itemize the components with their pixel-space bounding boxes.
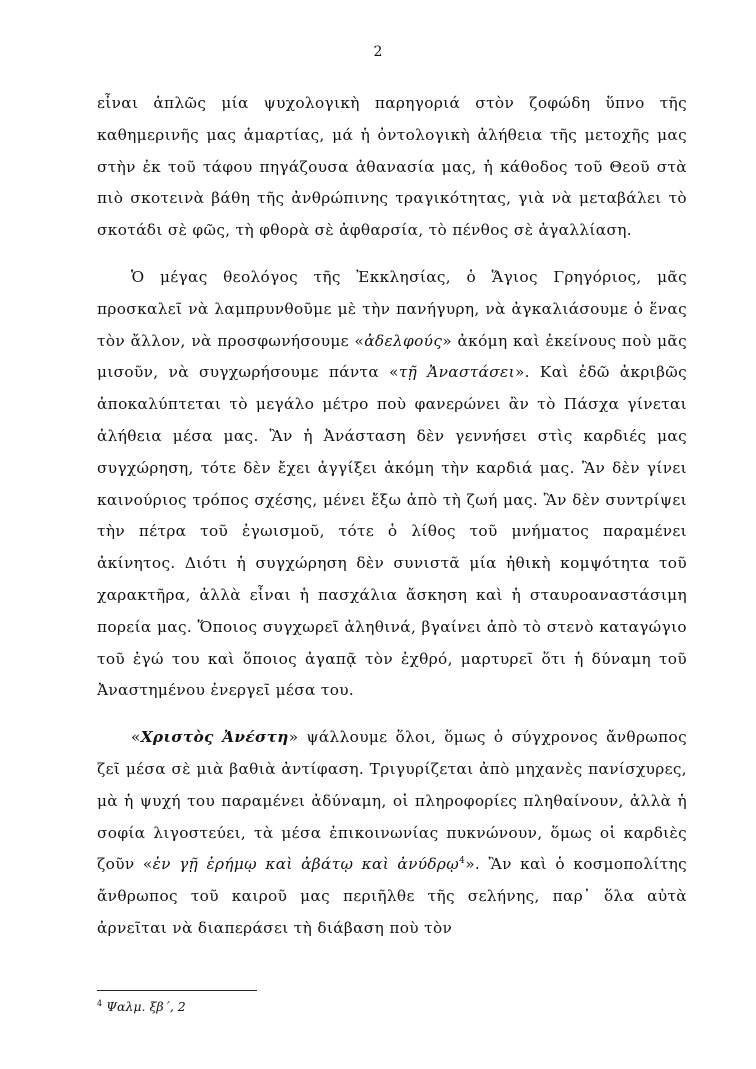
quote-anastasei: τῇ Ἀναστάσει	[398, 363, 515, 382]
page-number: 2	[373, 44, 383, 60]
paragraph-1: εἶναι ἁπλῶς μία ψυχολογικὴ παρηγοριά στὸν ζοφώδη ὕπνο τῆς καθημερινῆς μας ἁμαρτίας, μά ἡ ὀντολογικὴ ἀλήθεια τῆς μετοχῆς μας στὴν ἐκ τοῦ τάφου πηγάζουσα ἀθανασία μας, ἡ κάθοδος τοῦ Θεοῦ στὰ πιὸ σκοτεινὰ βάθη τῆς ἀνθρώπινης τραγικότητας, γιὰ νὰ μεταβάλει τὸ σκοτάδι σὲ φῶς, τὴ φθορὰ σὲ ἀφθαρσία, τὸ πένθος σὲ ἀγαλλίαση.	[97, 94, 687, 240]
paragraph-3-open-quote: «	[131, 728, 141, 747]
footnote-text: Ψαλμ. ξβ΄, 2	[106, 999, 186, 1014]
body-text	[97, 88, 687, 960]
paragraph-2-part-2: » ἀκόμη καὶ ἐκείνους ποὺ μᾶς μισοῦν, νὰ συγχωρήσουμε πάντα «	[97, 331, 687, 382]
paragraph-2	[97, 262, 687, 707]
paragraph-2-part-1: Ὁ μέγας θεολόγος τῆς Ἐκκλησίας, ὁ Ἅγιος Γρηγόριος, μᾶς προσκαλεῖ νὰ λαμπρυνθοῦμε μὲ τὴν πανήγυρη, νὰ ἀγκαλιάσουμε ὁ ἕνας τὸν ἄλλον, νὰ προσφωνήσουμε «	[97, 267, 687, 350]
footnote-separator	[97, 990, 257, 991]
quote-psalm: ἐν γῇ ἐρήμῳ καὶ ἀβάτῳ καὶ ἀνύδρῳ	[152, 855, 460, 874]
footnote-number: 4	[97, 998, 103, 1008]
quote-adelfous: ἀδελφούς	[364, 331, 443, 350]
paragraph-3-part-1: » ψάλλουμε ὅλοι, ὅμως ὁ σύγχρονος ἄνθρωπος ζεῖ μέσα σὲ μιὰ βαθιὰ ἀντίφαση. Τριγυρίζεται ἀπὸ μηχανὲς πανίσχυρες, μὰ ἡ ψυχή του παραμένει ἀδύναμη, οἱ πληροφορίες πληθαίνουν, ἀλλὰ ἡ σοφία λιγοστεύει, τὰ μέσα ἐπικοινωνίας πυκνώνουν, ὅμως οἱ καρδιὲς ζοῦν «	[97, 728, 688, 874]
footnote	[97, 999, 687, 1015]
quote-christos-anesti: Χριστὸς Ἀνέστη	[140, 728, 289, 747]
footnote-reference[interactable]: 4	[459, 856, 466, 867]
paragraph-3	[97, 722, 687, 945]
paragraph-3-part-2: ». Ἂν καὶ ὁ κοσμοπολίτης ἄνθρωπος τοῦ καιροῦ μας περιῆλθε τῆς σελήνης, παρ᾽ ὅλα αὐτὰ ἀρνεῖται νὰ διαπεράσει τὴ διάβαση ποὺ τὸν	[97, 855, 687, 937]
paragraph-2-part-3: ». Καὶ ἐδῶ ἀκριβῶς ἀποκαλύπτεται τὸ μεγάλο μέτρο ποὺ φανερώνει ἂν τὸ Πάσχα γίνεται ἀλήθεια μέσα μας. Ἂν ἡ Ἀνάσταση δὲν γεννήσει στὶς καρδιές μας συγχώρηση, τότε δὲν ἔχει ἀγγίξει ἀκόμη τὴν καρδιά μας. Ἂν δὲν γίνει καινούριος τρόπος σχέσης, μένει ἔξω ἀπὸ τὴ ζωή μας. Ἂν δὲν συντρίψει τὴν πέτρα τοῦ ἐγωισμοῦ, τότε ὁ λίθος τοῦ μνήματος παραμένει ἀκίνητος. Διότι ἡ συγχώρηση δὲν συνιστᾶ μία ἠθικὴ κομψότητα τοῦ χαρακτῆρα, ἀλλὰ εἶναι ἡ πασχάλια ἄσκηση καὶ ἡ σταυροαναστάσιμη πορεία μας. Ὅποιος συγχωρεῖ ἀληθινά, βγαίνει ἀπὸ τὸ στενὸ καταγώγιο τοῦ ἐγώ του καὶ ὅποιος ἀγαπᾷ τὸν ἐχθρό, μαρτυρεῖ ὅτι ἡ δύναμη τοῦ Ἀναστημένου ἐνεργεῖ μέσα του.	[97, 363, 688, 700]
